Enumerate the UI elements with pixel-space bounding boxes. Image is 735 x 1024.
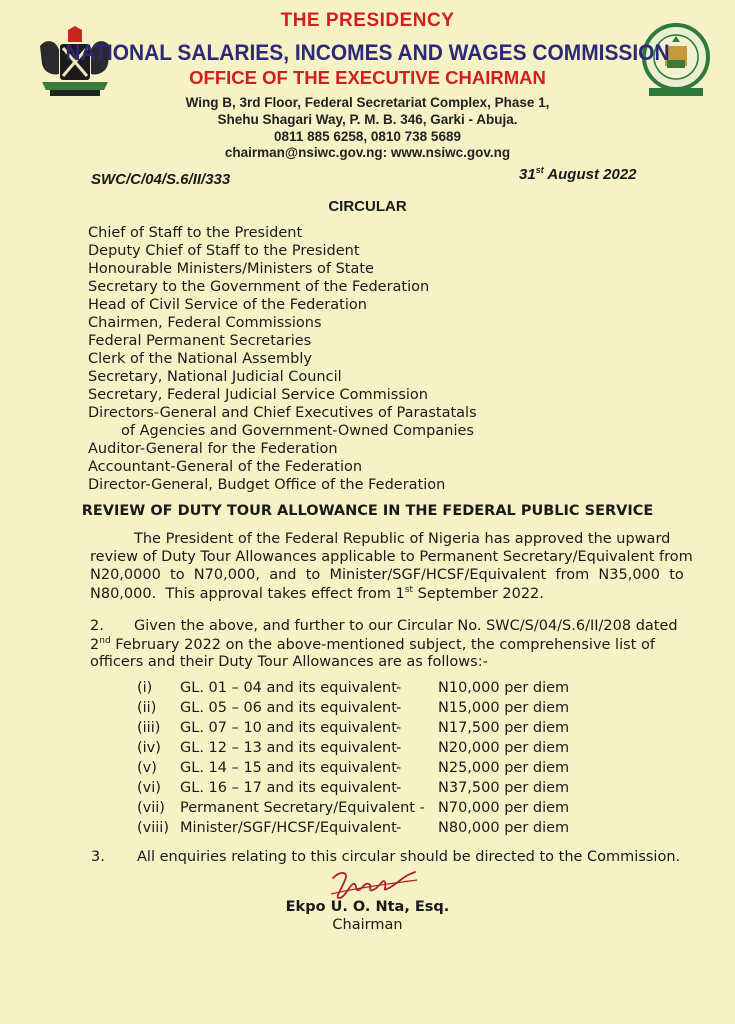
reference-number: SWC/C/04/S.6/II/333 [91, 171, 231, 188]
allowance-grade: GL. 16 – 17 and its equivalent [180, 780, 397, 796]
contact-line: chairman@nsiwc.gov.ng: www.nsiwc.gov.ng [224, 145, 511, 160]
paragraph-3-number: 3. [91, 849, 105, 865]
distribution-item: Head of Civil Service of the Federation [88, 297, 367, 313]
distribution-item: Deputy Chief of Staff to the President [88, 243, 360, 259]
paragraph-3-text: All enquiries relating to this circular should be directed to the Commission. [137, 849, 681, 865]
distribution-item: Secretary to the Government of the Federation [88, 279, 430, 295]
distribution-item: Secretary, National Judicial Council [88, 369, 342, 385]
allowance-grade: GL. 12 – 13 and its equivalent [180, 740, 397, 756]
allowance-amount: N37,500 per diem [438, 780, 570, 796]
distribution-item: Secretary, Federal Judicial Service Commission [88, 387, 428, 403]
signatory-title: Chairman [332, 917, 403, 933]
office-heading: OFFICE OF THE EXECUTIVE CHAIRMAN [189, 67, 546, 88]
distribution-item: Chairmen, Federal Commissions [88, 315, 322, 331]
allowance-dash: - [396, 820, 402, 836]
allowance-number: (vii) [137, 800, 165, 816]
commission-heading: NATIONAL SALARIES, INCOMES AND WAGES COMMISSION [65, 40, 670, 65]
address-line: Wing B, 3rd Floor, Federal Secretariat Complex, Phase 1, [185, 95, 550, 110]
paragraph-2-line: Given the above, and further to our Circular No. SWC/S/04/S.6/II/208 dated [134, 618, 678, 634]
allowance-amount: N10,000 per diem [438, 680, 570, 696]
allowance-amount: N17,500 per diem [438, 720, 570, 736]
paragraph-2-line: officers and their Duty Tour Allowances are as follows:- [90, 654, 488, 670]
allowance-grade: GL. 01 – 04 and its equivalent [180, 680, 397, 696]
phone-line: 0811 885 6258, 0810 738 5689 [274, 129, 461, 144]
distribution-item: of Agencies and Government-Owned Companies [121, 423, 474, 439]
allowance-dash: - [396, 720, 402, 736]
allowance-dash: - [396, 740, 402, 756]
allowance-number: (iii) [137, 720, 161, 736]
allowance-dash: - [396, 780, 402, 796]
signatory-name: Ekpo U. O. Nta, Esq. [285, 899, 450, 915]
paragraph-1-line: N80,000. This approval takes effect from 1st September 2022. [90, 585, 544, 602]
allowance-grade: GL. 14 – 15 and its equivalent [180, 760, 397, 776]
distribution-item: Federal Permanent Secretaries [88, 333, 312, 349]
allowance-amount: N20,000 per diem [438, 740, 570, 756]
document-type: CIRCULAR [328, 198, 407, 215]
allowance-dash: - [396, 760, 402, 776]
allowance-grade: GL. 07 – 10 and its equivalent [180, 720, 397, 736]
distribution-item: Chief of Staff to the President [88, 225, 303, 241]
paragraph-1-line: N20,0000 to N70,000, and to Minister/SGF/HCSF/Equivalent from N35,000 to [90, 567, 684, 583]
allowance-amount: N80,000 per diem [438, 820, 570, 836]
paragraph-1-line: The President of the Federal Republic of Nigeria has approved the upward [134, 531, 671, 547]
allowance-number: (vi) [137, 780, 161, 796]
allowance-number: (iv) [137, 740, 161, 756]
address-line: Shehu Shagari Way, P. M. B. 346, Garki - Abuja. [217, 112, 518, 127]
distribution-item: Director-General, Budget Office of the Federation [88, 477, 446, 493]
allowance-dash: - [396, 700, 402, 716]
allowance-amount: N15,000 per diem [438, 700, 570, 716]
allowance-number: (viii) [137, 820, 169, 836]
allowance-amount: N25,000 per diem [438, 760, 570, 776]
handwritten-signature [327, 868, 419, 902]
distribution-item: Auditor-General for the Federation [88, 441, 338, 457]
paragraph-2-number: 2. [90, 618, 104, 634]
distribution-item: Honourable Ministers/Ministers of State [88, 261, 374, 277]
allowance-dash: - [396, 680, 402, 696]
distribution-item: Directors-General and Chief Executives of Parastatals [88, 405, 477, 421]
allowance-number: (v) [137, 760, 157, 776]
allowance-grade: Minister/SGF/HCSF/Equivalent [180, 820, 397, 836]
paragraph-1-line: review of Duty Tour Allowances applicable to Permanent Secretary/Equivalent from [90, 549, 693, 565]
allowance-amount: N70,000 per diem [438, 800, 570, 816]
allowance-grade: Permanent Secretary/Equivalent - [180, 800, 425, 816]
allowance-grade: GL. 05 – 06 and its equivalent [180, 700, 397, 716]
presidency-heading: THE PRESIDENCY [280, 10, 455, 31]
allowance-number: (ii) [137, 700, 157, 716]
distribution-item: Accountant-General of the Federation [88, 459, 363, 475]
circular-date: 31st August 2022 [519, 165, 637, 183]
subject-heading: REVIEW OF DUTY TOUR ALLOWANCE IN THE FEDERAL PUBLIC SERVICE [81, 503, 654, 519]
distribution-item: Clerk of the National Assembly [88, 351, 312, 367]
allowance-number: (i) [137, 680, 153, 696]
paragraph-2-line: 2nd February 2022 on the above-mentioned subject, the comprehensive list of [90, 636, 655, 653]
